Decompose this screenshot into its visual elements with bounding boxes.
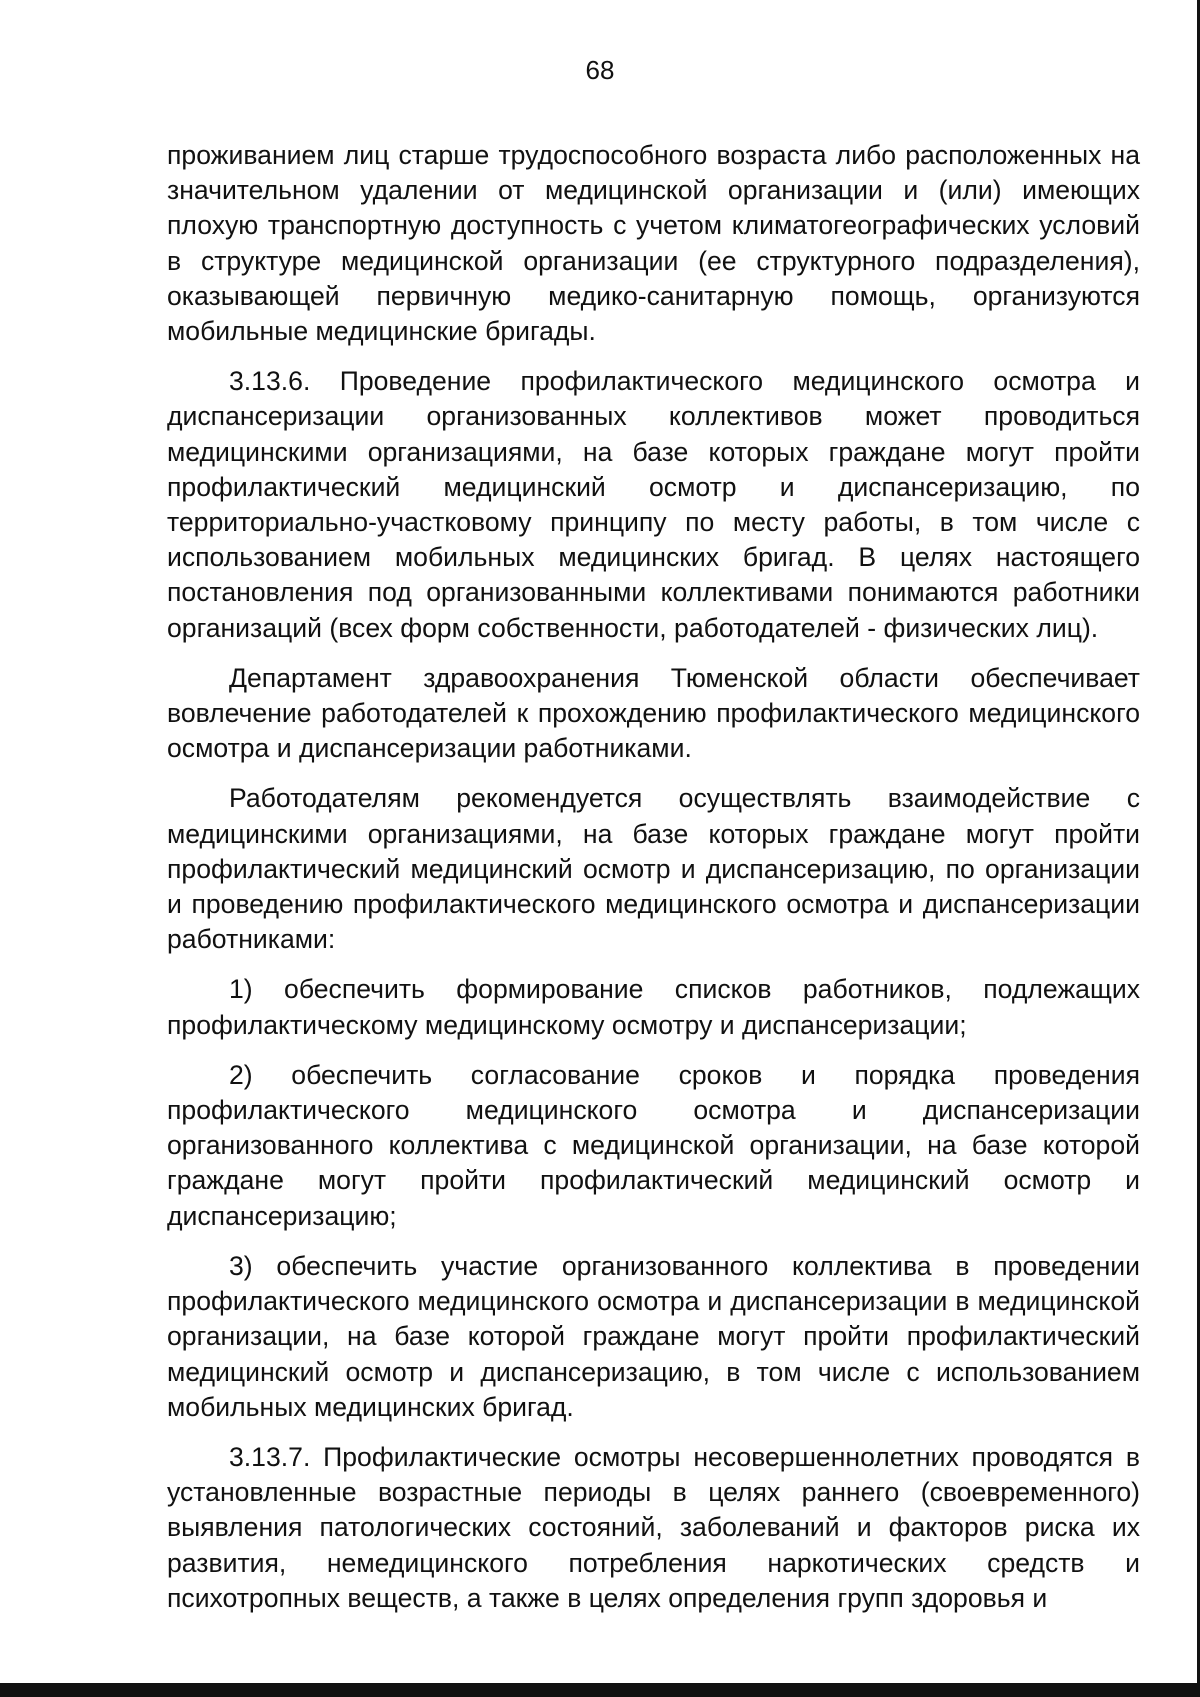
paragraph-employers: Работодателям рекомендуется осуществлять взаимодействие с медицинскими организациями, на базе которых граждане могут пройти профилактический медицинский осмотр и диспансеризацию, по организации и проведению профилактического медицинского осмотра и диспансеризации работниками: (167, 783, 1140, 955)
paragraph-3-13-7: 3.13.7. Профилактические осмотры несовершеннолетних проводятся в установленные возрастные периоды в целях раннего (своевременного) выявления патологических состояний, заболеваний и факторов риска их развития, немедицинского потребления наркотических средств и психотропных веществ, а также в целях определения групп здоровья и (167, 1441, 1140, 1613)
scan-bottom-border (0, 1683, 1200, 1697)
paragraph-department: Департамент здравоохранения Тюменской области обеспечивает вовлечение работодателей к прохождению профилактического медицинского осмотра и диспансеризации работниками. (167, 662, 1140, 764)
document-body (167, 138, 1140, 1631)
list-item-1: 1) обеспечить формирование списков работников, подлежащих профилактическому медицинскому осмотру и диспансеризации; (167, 974, 1140, 1040)
list-item-3: 3) обеспечить участие организованного коллектива в проведении профилактического медицинского осмотра и диспансеризации в медицинской организации, на базе которой граждане могут пройти профилактический медицинский осмотр и диспансеризацию, в том числе с использованием мобильных медицинских бригад. (167, 1250, 1140, 1422)
page-number: 68 (585, 55, 615, 85)
paragraph-3-13-6: 3.13.6. Проведение профилактического медицинского осмотра и диспансеризации организованных коллективов может проводиться медицинскими организациями, на базе которых граждане могут пройти профилактический медицинский осмотр и диспансеризацию, по территориально-участковому принципу по месту работы, в том числе с использованием мобильных медицинских бригад. В целях настоящего постановления под организованными коллективами понимаются работники организаций (всех форм собственности, работодателей - физических лиц). (167, 366, 1140, 643)
paragraph-continuation: проживанием лиц старше трудоспособного возраста либо расположенных на значительном удалении от медицинской организации и (или) имеющих плохую транспортную доступность с учетом климатогеографических условий в структуре медицинской организации (ее структурного подразделения), оказывающей первичную медико-санитарную помощь, организуются мобильные медицинские бригады. (167, 140, 1140, 347)
list-item-2: 2) обеспечить согласование сроков и порядка проведения профилактического медицинского осмотра и диспансеризации организованного коллектива с медицинской организации, на базе которой граждане могут пройти профилактический медицинский осмотр и диспансеризацию; (167, 1059, 1140, 1231)
